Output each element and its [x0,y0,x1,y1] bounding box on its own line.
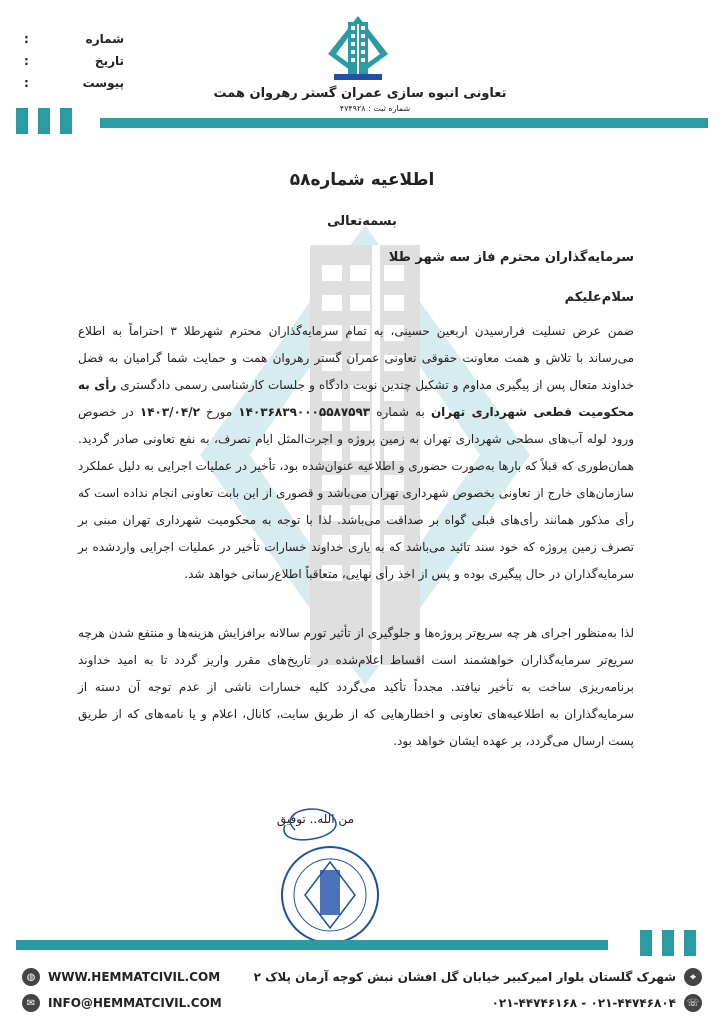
colon: : [24,32,29,46]
footer-bar-block-3 [684,930,696,956]
header-bar-block-1 [16,108,28,134]
notice-title: اطلاعیه شماره۵۸ [289,170,435,190]
location-pin-icon: ⌖ [684,968,702,986]
envelope-icon: ✉ [22,994,40,1012]
paragraph-1 [78,318,634,588]
bismillah: بسمه‌تعالی [327,214,397,229]
colon: : [24,76,29,90]
email-text[interactable]: INFO@HEMMATCIVIL.COM [48,996,222,1010]
company-name: تعاونی انبوه سازی عمران گستر رهروان همت [213,86,507,101]
website-contact [22,968,220,986]
paragraph-2: لذا به‌منظور اجرای هر چه سریع‌تر پروژه‌ها و جلوگیری از تأثیر تورم سالانه برافزایش هزینه‌ها و منتفع شدن هرچه سریع‌تر سرمایه‌گذاران خواهشمند است اقساط اعلام‌شده در تاریخ‌های مقرر واریز گردد تا به امید خداوند برنامه‌ریزی ساخت به تأخیر نیافتد. مجدداً تأکید می‌گردد کلیه خسارات ناشی از عدم توجه آن دسته از سرمایه‌گذاران به اطلاعیه‌های تعاونی و اخطارهایی که از طریق سایت، کانال، اعلام و یا نامه‌های که از طریق پست ارسال می‌گردد، بر عهده ایشان خواهد بود. [78,626,634,748]
phone-contact [492,994,702,1012]
number-label: شماره [85,32,124,46]
recipient-line: سرمایه‌گذاران محترم فاز سه شهر طلا [388,250,634,265]
company-logo-icon [326,14,390,84]
attachment-label: پیوست [82,76,124,90]
registration-number: شماره ثبت : ۴۷۴۹۲۸ [339,104,411,113]
header-bar-block-3 [60,108,72,134]
address-contact [254,968,702,986]
phone-icon: ☏ [684,994,702,1012]
stamp-icon [255,800,405,950]
footer-line [16,940,608,950]
header-line [100,118,708,128]
paragraph-1-part-a: ضمن عرض تسلیت فرارسیدن اربعین حسینی، به تمام سرمایه‌گذاران محترم شهرطلا ۳ احتراماً به اطلاع می‌رساند با تلاش و همت معاونت حقوقی تعاونی عمران گستر رهروان همت و حمایت شما گرامیان به فضل خداوند متعال پس از پیگیری مداوم و تشکیل چندین نوبت دادگاه و جلسات کارشناسی رسمی دادگستری [78,324,635,392]
verdict-phrase: رأی به محکومیت قطعی شهرداری تهران [78,378,635,419]
paragraph-1-part-g: در خصوص ورود لوله آب‌های سطحی شهرداری تهران به زمین پروژه و اجرت‌المثل ایام تصرف، به نفع تعاونی صادر گردید. همان‌طوری که قبلاً که بارها به‌صورت حضوری و اطلاعیه عنوان‌شده بود، تأخیر در عملیات اجرایی به دلیل عملکرد سازمان‌های خارج از تعاونی بخصوص شهرداری تهران می‌باشد و قصوری از این بابت تعاونی انجام نداده است که رأی مذکور همانند رأی‌های قبلی گواه بر صداقت می‌باشد. لذا با توجه به محکومیت شهرداری تهران مبنی بر تصرف زمین پروژه که خود سند تائید می‌باشد که به یاری خداوند خسارات تأخیر در عملیات اجرایی واردشده بر سرمایه‌گذاران در حال پیگیری بوده و پس از اخذ رأی نهایی، متعاقباً اطلاع‌رسانی خواهد شد. [78,405,634,581]
phone-text: ۰۲۱-۴۴۷۴۶۸۰۴ - ۰۲۱-۴۴۷۴۶۱۶۸ [491,996,676,1010]
header-bar-block-2 [38,108,50,134]
verdict-number: ۱۴۰۳۶۸۳۹۰۰۰۵۵۸۷۵۹۳ [238,405,371,419]
letter-meta [24,28,124,94]
paragraph-1-part-c: به شماره [370,405,431,419]
paragraph-1-part-e: مورخ [199,405,239,419]
website-text[interactable]: WWW.HEMMATCIVIL.COM [48,970,221,984]
email-contact [22,994,222,1012]
footer-bar-block-1 [640,930,652,956]
date-label: تاریخ [94,54,124,68]
colon: : [24,54,29,68]
address-text: شهرک گلستان بلوار امیرکبیر خیابان گل افشان نبش کوچه آرمان پلاک ۲ [253,970,676,984]
greeting: سلام‌علیکم [564,290,634,305]
verdict-date: ۱۴۰۳/۰۴/۲ [139,405,200,419]
signature-text: من الله.. توفیق [276,812,354,826]
footer-bar-block-2 [662,930,674,956]
globe-icon: ◍ [22,968,40,986]
